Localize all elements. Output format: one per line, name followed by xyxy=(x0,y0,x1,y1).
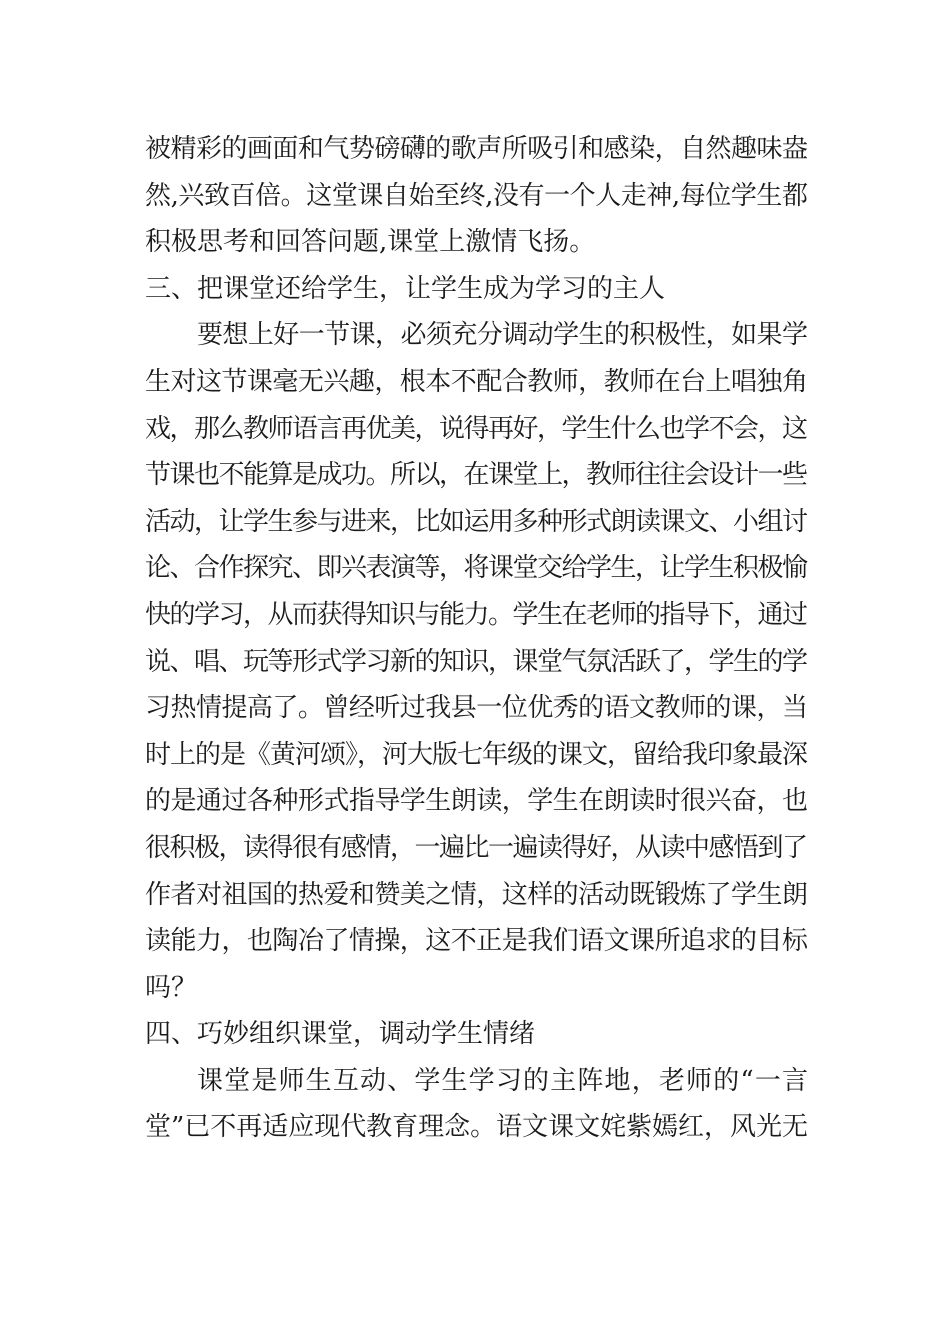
text-line: 堂”已不再适应现代教育理念。语文课文姹紫嫣红，风光无 xyxy=(145,1112,808,1143)
text-line: 的是通过各种形式指导学生朗读，学生在朗读时很兴奋，也 xyxy=(145,786,808,817)
text-line: 积极思考和回答问题,课堂上激情飞扬。 xyxy=(145,227,596,258)
text-line: 节课也不能算是成功。所以，在课堂上，教师往往会设计一些 xyxy=(145,460,807,491)
text-line: 三、把课堂还给学生，让学生成为学习的主人 xyxy=(145,273,666,304)
text-line: 论、合作探究、即兴表演等，将课堂交给学生，让学生积极愉 xyxy=(145,553,807,584)
text-line: 生对这节课毫无兴趣，根本不配合教师，教师在台上唱独角 xyxy=(145,366,808,397)
text-line: 戏，那么教师语言再优美，说得再好，学生什么也学不会，这 xyxy=(145,413,807,444)
text-line: 活动，让学生参与进来，比如运用多种形式朗读课文、小组讨 xyxy=(145,506,807,537)
text-line: 四、巧妙组织课堂，调动学生情绪 xyxy=(145,1019,536,1050)
text-line: 习热情提高了。曾经听过我县一位优秀的语文教师的课，当 xyxy=(145,693,808,724)
text-line: 读能力，也陶冶了情操，这不正是我们语文课所追求的目标 xyxy=(145,926,808,957)
body-text xyxy=(145,126,808,1151)
text-line: 很积极，读得很有感情，一遍比一遍读得好，从读中感悟到了 xyxy=(145,832,807,863)
text-line: 被精彩的画面和气势磅礴的歌声所吸引和感染，自然趣味盎 xyxy=(145,134,808,164)
text-line: 说、唱、玩等形式学习新的知识，课堂气氛活跃了，学生的学 xyxy=(145,646,807,677)
text-line: 时上的是《黄河颂》，河大版七年级的课文，留给我印象最深 xyxy=(145,739,807,770)
text-line: 然,兴致百倍。这堂课自始至终,没有一个人走神,每位学生都 xyxy=(145,180,808,211)
text-line: 要想上好一节课，必须充分调动学生的积极性，如果学 xyxy=(197,320,808,351)
text-line: 课堂是师生互动、学生学习的主阵地，老师的“一言 xyxy=(197,1065,810,1096)
text-line: 快的学习，从而获得知识与能力。学生在老师的指导下，通过 xyxy=(145,599,807,630)
text-line: 作者对祖国的热爱和赞美之情，这样的活动既锻炼了学生朗 xyxy=(145,879,808,910)
text-line: 吗？ xyxy=(145,972,198,1003)
